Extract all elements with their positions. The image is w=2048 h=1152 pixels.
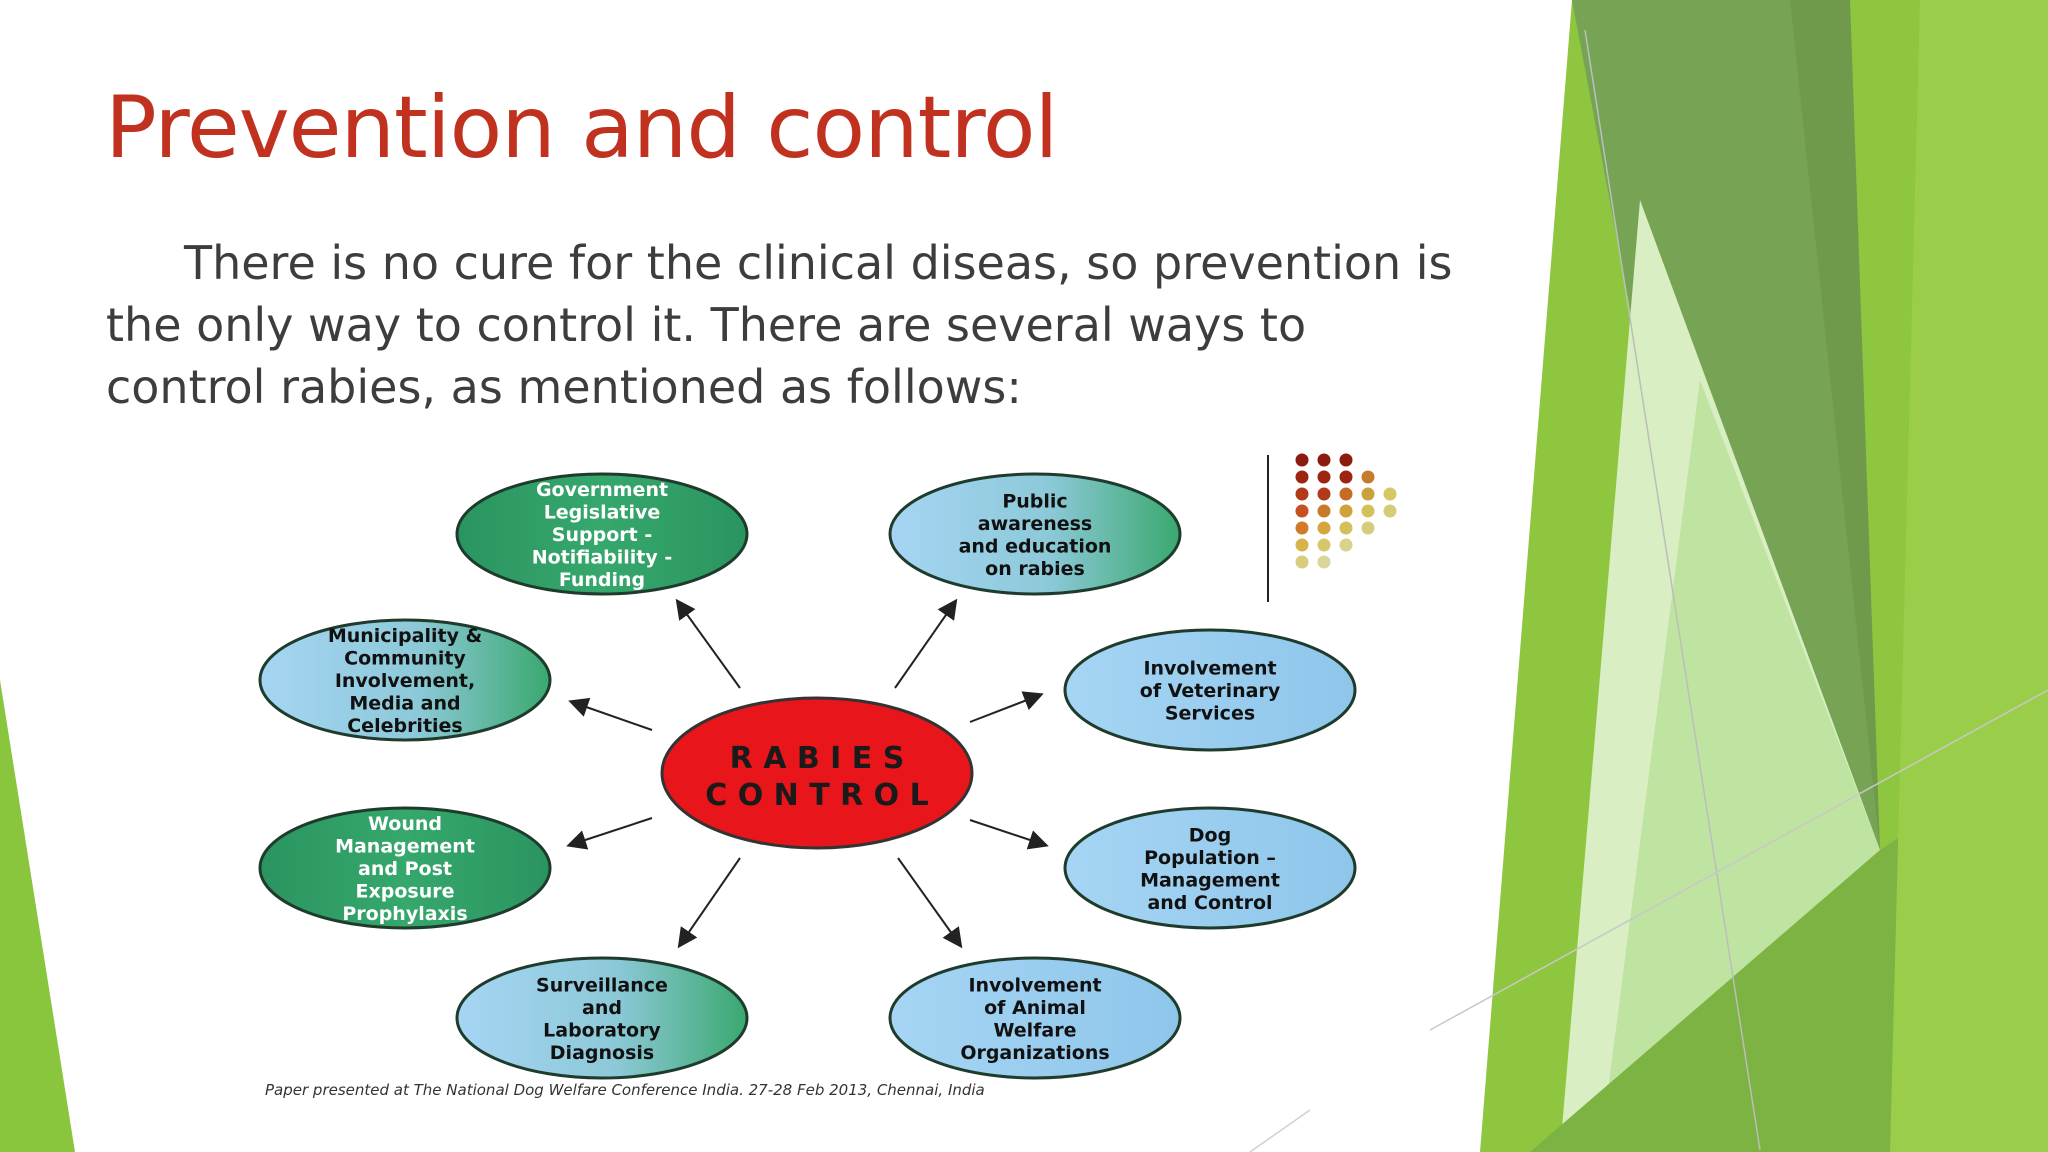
node-label-line: Involvement (968, 974, 1102, 997)
node-government (457, 474, 747, 594)
logo-dot (1318, 471, 1331, 484)
node-label-line: Celebrities (347, 715, 463, 737)
node-public-awareness (890, 474, 1180, 594)
node-surveillance (457, 958, 747, 1078)
diagram-caption: Paper presented at The National Dog Welfare Conference India. 27-28 Feb 2013, Chennai, India (265, 1081, 985, 1099)
node-label-line: Surveillance (536, 974, 668, 997)
node-label-line: Public (1002, 490, 1068, 513)
node-label-line: Notifiability - (531, 546, 673, 569)
node-label-line: and (582, 996, 622, 1019)
logo-dot (1296, 522, 1309, 535)
left-green-sliver (0, 680, 75, 1152)
node-label-line: Funding (558, 569, 646, 591)
logo-dot (1340, 539, 1353, 552)
center-label-line: R A B I E S (729, 741, 905, 776)
center-node (662, 698, 972, 848)
paragraph-line-3: control rabies, as mentioned as follows: (106, 360, 1022, 414)
logo-dot (1296, 471, 1309, 484)
node-wound-management (260, 808, 550, 928)
rabies-control-diagram (250, 440, 1420, 1120)
node-animal-welfare (890, 958, 1180, 1078)
logo-dot (1318, 488, 1331, 501)
node-label-line: Media and (349, 692, 461, 715)
node-label-line: Prophylaxis (342, 903, 468, 925)
paragraph-line-2: the only way to control it. There are several ways to (106, 298, 1307, 352)
node-label-line: Municipality & (327, 625, 483, 647)
node-label-line: Exposure (355, 880, 455, 903)
node-label-line: and Control (1147, 891, 1273, 914)
logo-dot (1318, 454, 1331, 467)
paragraph-line-1: There is no cure for the clinical diseas, so prevention is (184, 236, 1453, 290)
node-label-line: Management (335, 835, 475, 858)
node-label-line: Wound (368, 813, 442, 835)
logo-dot (1296, 539, 1309, 552)
slide-title: Prevention and control (105, 78, 1058, 178)
logo-dot (1318, 522, 1331, 535)
logo-dot (1384, 505, 1397, 518)
node-label-line: Government (535, 479, 669, 501)
node-label-line: of Animal (984, 996, 1086, 1019)
logo-dot (1384, 488, 1397, 501)
logo-dot (1340, 454, 1353, 467)
node-label-line: Population – (1144, 846, 1276, 869)
logo-dot (1318, 505, 1331, 518)
logo-dot (1318, 556, 1331, 569)
node-label-line: and education (958, 535, 1112, 558)
node-label-line: Support - (551, 524, 653, 546)
node-label-line: Involvement, (334, 670, 476, 692)
node-label-line: Community (344, 647, 466, 670)
node-label-line: of Veterinary (1139, 680, 1281, 702)
node-label-line: Organizations (960, 1041, 1110, 1064)
node-label-line: Dog (1188, 824, 1232, 847)
node-label-line: Diagnosis (549, 1041, 655, 1064)
logo-dot (1362, 471, 1375, 484)
node-label-line: Services (1164, 702, 1256, 725)
logo-dot (1318, 539, 1331, 552)
node-label-line: on rabies (985, 557, 1085, 580)
logo-dot (1296, 488, 1309, 501)
node-municipality (260, 620, 550, 740)
logo-dot (1296, 556, 1309, 569)
node-label-line: and Post (358, 858, 452, 880)
center-label-line: C O N T R O L (705, 778, 929, 813)
node-label-line: Welfare (993, 1019, 1077, 1042)
arrow-2 (895, 602, 955, 688)
logo-dot (1362, 488, 1375, 501)
node-veterinary (1065, 630, 1355, 750)
arrow-5 (898, 858, 960, 945)
logo-dot (1362, 522, 1375, 535)
node-dog-population (1065, 808, 1355, 928)
logo-dot (1362, 505, 1375, 518)
arrow-8 (572, 702, 652, 730)
body-paragraph (106, 232, 1506, 418)
logo-dot (1340, 471, 1353, 484)
arrow-3 (970, 695, 1040, 722)
logo-dot (1340, 522, 1353, 535)
logo-dot (1296, 505, 1309, 518)
arrow-4 (970, 820, 1045, 845)
logo-dot (1340, 488, 1353, 501)
node-label-line: Management (1140, 869, 1280, 892)
arrow-1 (678, 602, 740, 688)
node-label-line: Involvement (1143, 657, 1277, 680)
logo-dot (1296, 454, 1309, 467)
logo-dot (1340, 505, 1353, 518)
dot-logo (1268, 454, 1397, 603)
node-label-line: Laboratory (543, 1019, 661, 1042)
arrow-7 (570, 818, 652, 845)
arrow-6 (680, 858, 740, 945)
node-label-line: awareness (977, 512, 1093, 535)
node-label-line: Legislative (543, 501, 661, 524)
